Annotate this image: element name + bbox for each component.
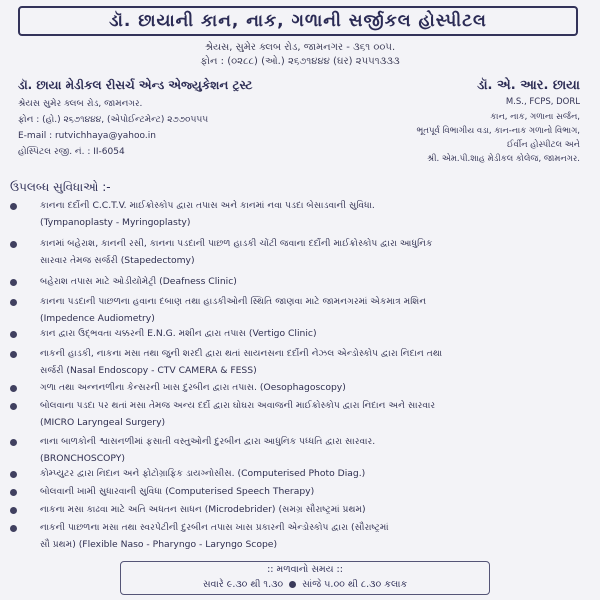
trust-name: ડૉ. છાયા મેડીકલ રીસર્ચ એન્ડ એજ્યુકેશન ટ્રસ્ટ [18,78,253,92]
bullet-icon [10,299,17,306]
trust-phone: ફોન : (હો.) ૨૬૭૧૪૪૪, (એપોઈન્ટમેન્ટ) ૨૭૭૦૫૫૫ [18,115,209,125]
visiting-hours-box [120,561,490,595]
hospital-address: શ્રેયસ, સુમેર ક્લબ રોડ, જામનગર - ૩૬૧ ૦૦૫. [204,42,396,53]
doctor-line: ભૂતપૂર્વ વિભાગીય વડા, કાન-નાક ગળાનો વિભાગ, [416,126,580,136]
bullet-icon [10,471,17,478]
bullet-icon [10,403,17,410]
evening-hours: સાંજે ૫.૦૦ થી ૮.૩૦ કલાક [302,579,408,590]
visiting-hours-row [121,579,489,590]
bullet-icon [10,241,17,248]
hospital-phone: ફોન : (૦૨૮૮) (ઓ.) ૨૬૭૧૪૪૪ (ઘર) ૨૫૫૧૩૩૩ [200,56,400,67]
bullet-icon [10,489,17,496]
hospital-registration: હોસ્પિટલ રજી. નં. : II-6054 [18,147,125,157]
bullet-icon [10,351,17,358]
trust-email: E-mail : rutvichhaya@yahoo.in [18,131,156,141]
doctor-line: ઈર્વીન હોસ્પીટલ અને [506,140,580,150]
morning-hours: સવારે ૯.૩૦ થી ૧.૩૦ [202,579,284,590]
doctor-name: ડૉ. એ. આર. છાયા [477,78,580,93]
bullet-icon [10,203,17,210]
bullet-icon [10,279,17,286]
bullet-icon [10,439,17,446]
hospital-title-box [18,6,578,36]
separator-dot-icon [289,581,296,588]
bullet-icon [10,331,17,338]
facilities-heading: ઉપલબ્ધ સુવિધાઓ :- [10,180,111,194]
doctor-line: શ્રી. એમ.પી.શાહ મેડીકલ કોલેજ, જામનગર. [427,154,580,164]
bullet-icon [10,507,17,514]
bullet-icon [10,385,17,392]
doctor-degrees: M.S., FCPS, DORL [505,97,580,107]
trust-address: શ્રેયસ સુમેર ક્લબ રોડ, જામનગર. [18,99,143,109]
hospital-title: ડૉ. છાયાની કાન, નાક, ગળાની સર્જીકલ હોસ્પીટલ [109,11,487,31]
doctor-line: કાન, નાક, ગળાના સર્જન, [490,112,580,122]
bullet-icon [10,525,17,532]
visiting-hours-title: :: મળવાનો સમય :: [267,564,343,575]
